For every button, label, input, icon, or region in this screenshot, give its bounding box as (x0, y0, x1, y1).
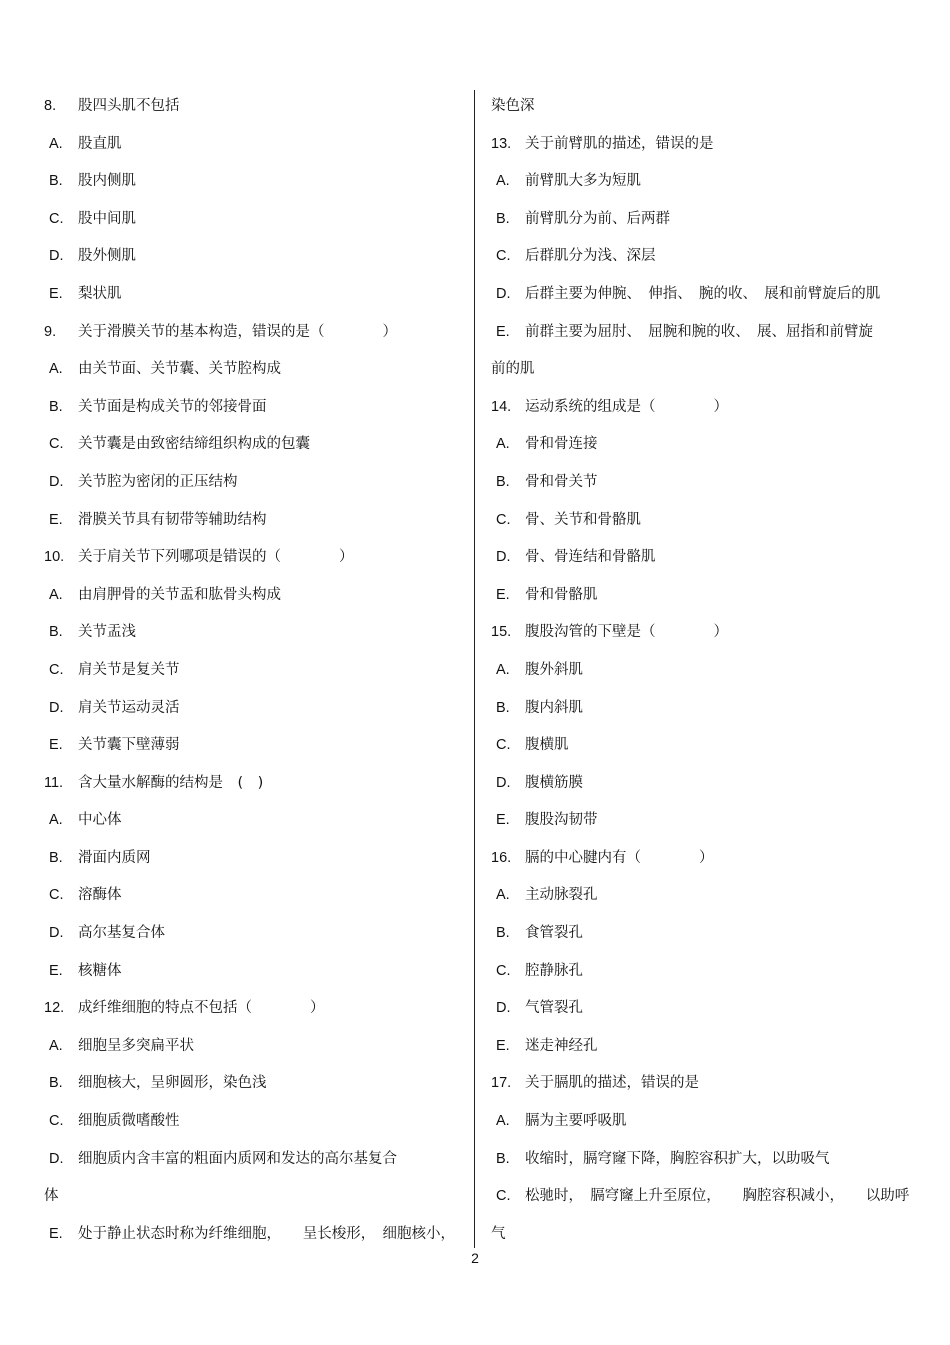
option-text: 关节腔为密闭的正压结构 (78, 473, 238, 490)
option-line (44, 502, 462, 540)
continuation-line (491, 1216, 909, 1254)
option-text: 后群肌分为浅、深层 (525, 248, 656, 265)
option-line (44, 1065, 462, 1103)
option-line (44, 1028, 462, 1066)
option-text: 由关节面、关节囊、关节腔构成 (78, 361, 281, 378)
question-line (44, 314, 462, 352)
question-number: 9. (44, 323, 57, 340)
option-letter: D. (49, 925, 64, 942)
option-text: 迷走神经孔 (525, 1037, 598, 1054)
option-text: 股中间肌 (78, 210, 136, 227)
option-text: 膈为主要呼吸肌 (525, 1113, 627, 1130)
option-letter: A. (49, 361, 63, 378)
question-text: 关于前臂肌的描述，错误的是 (525, 135, 714, 152)
option-letter: B. (49, 1075, 63, 1092)
option-line (491, 990, 909, 1028)
option-letter: C. (49, 436, 64, 453)
option-letter: D. (49, 699, 64, 716)
option-letter: E. (49, 511, 63, 528)
option-letter: E. (49, 962, 63, 979)
option-text: 股直肌 (78, 135, 122, 152)
option-line (44, 727, 462, 765)
option-line (44, 577, 462, 615)
option-letter: A. (49, 812, 63, 829)
option-text: 腹内斜肌 (525, 699, 583, 716)
option-letter: B. (496, 473, 510, 490)
option-line (491, 727, 909, 765)
option-letter: D. (496, 549, 511, 566)
option-line (491, 1178, 909, 1216)
question-text: 股四头肌不包括 (78, 98, 180, 114)
continuation-line (44, 1178, 462, 1216)
question-number: 12. (44, 1000, 65, 1017)
page-number: 2 (471, 1250, 479, 1266)
option-line (44, 652, 462, 690)
option-line (491, 238, 909, 276)
option-text: 后群主要为伸腕、 伸指、 腕的收、 展和前臂旋后的肌 (525, 285, 881, 302)
option-text: 关节囊是由致密结缔组织构成的包囊 (78, 436, 310, 453)
option-text: 关节盂浅 (78, 624, 136, 641)
option-text: 骨、骨连结和骨骼肌 (525, 549, 656, 566)
option-line (491, 1103, 909, 1141)
option-text: 骨和骨连接 (525, 436, 598, 453)
option-text: 肩关节运动灵活 (78, 699, 180, 716)
question-number: 16. (491, 849, 512, 866)
option-line (491, 577, 909, 615)
continuation-line (491, 88, 909, 126)
option-letter: E. (496, 323, 510, 340)
option-text: 腔静脉孔 (525, 962, 583, 979)
option-letter: D. (496, 774, 511, 791)
option-text: 前群主要为屈肘、 屈腕和腕的收、 展、屈指和前臂旋 (525, 323, 873, 340)
question-line (44, 539, 462, 577)
option-line (44, 389, 462, 427)
option-letter: D. (49, 1150, 64, 1167)
option-line (491, 652, 909, 690)
option-text: 滑膜关节具有韧带等辅助结构 (78, 511, 267, 528)
option-text: 肩关节是复关节 (78, 661, 180, 678)
option-letter: B. (49, 849, 63, 866)
option-letter: D. (496, 285, 511, 302)
question-line (491, 614, 909, 652)
option-text: 溶酶体 (78, 887, 122, 904)
option-line (491, 314, 909, 352)
question-line (44, 990, 462, 1028)
option-letter: A. (496, 173, 510, 190)
question-text: 腹股沟管的下壁是（ ） (525, 624, 728, 641)
question-line (44, 88, 462, 126)
option-text: 食管裂孔 (525, 925, 583, 942)
option-letter: C. (49, 1113, 64, 1130)
question-text: 含大量水解酶的结构是 ( ) (78, 774, 264, 791)
option-text: 关节囊下壁薄弱 (78, 737, 180, 754)
right-column (491, 88, 909, 1253)
option-letter: C. (49, 887, 64, 904)
option-text: 前臂肌分为前、后两群 (525, 210, 670, 227)
option-letter: E. (49, 285, 63, 302)
option-text: 股外侧肌 (78, 248, 136, 265)
option-text: 骨和骨关节 (525, 473, 598, 490)
option-letter: C. (496, 1188, 511, 1205)
option-text: 腹横肌 (525, 737, 569, 754)
option-text: 高尔基复合体 (78, 925, 165, 942)
option-line (491, 1141, 909, 1179)
option-text: 股内侧肌 (78, 173, 136, 190)
option-text: 松驰时， 膈穹窿上升至原位， 胸腔容积减小， 以助呼 (525, 1188, 910, 1205)
question-number: 11. (44, 774, 64, 791)
option-letter: D. (49, 248, 64, 265)
option-line (44, 1216, 462, 1254)
option-line (491, 1028, 909, 1066)
question-text: 成纤维细胞的特点不包括（ ） (78, 1000, 325, 1017)
option-text: 骨和骨骼肌 (525, 586, 598, 603)
option-line (44, 276, 462, 314)
option-text: 关节面是构成关节的邻接骨面 (78, 398, 267, 415)
question-line (491, 840, 909, 878)
continuation-line (491, 351, 909, 389)
option-line (491, 877, 909, 915)
option-line (44, 464, 462, 502)
column-divider (474, 90, 475, 1248)
option-letter: A. (49, 135, 63, 152)
option-line (491, 201, 909, 239)
option-text: 腹外斜肌 (525, 661, 583, 678)
option-line (491, 502, 909, 540)
option-text: 前臂肌大多为短肌 (525, 173, 641, 190)
question-number: 8. (44, 98, 57, 114)
option-line (44, 614, 462, 652)
option-letter: B. (496, 699, 510, 716)
question-text: 膈的中心腱内有（ ） (525, 849, 714, 866)
option-text: 腹横筋膜 (525, 774, 583, 791)
option-line (491, 915, 909, 953)
option-line (44, 1141, 462, 1179)
question-number: 17. (491, 1075, 512, 1092)
continuation-text: 气 (491, 1225, 506, 1242)
question-text: 关于滑膜关节的基本构造，错误的是（ ） (78, 323, 397, 340)
option-text: 收缩时，膈穹窿下降，胸腔容积扩大，以助吸气 (525, 1150, 830, 1167)
option-text: 滑面内质网 (78, 849, 151, 866)
continuation-text: 体 (44, 1188, 59, 1205)
option-letter: A. (49, 586, 63, 603)
option-letter: A. (496, 887, 510, 904)
option-line (44, 238, 462, 276)
option-line (44, 1103, 462, 1141)
option-line (491, 539, 909, 577)
option-line (491, 690, 909, 728)
question-line (491, 126, 909, 164)
option-letter: E. (496, 1037, 510, 1054)
option-line (491, 426, 909, 464)
option-letter: B. (49, 624, 63, 641)
option-line (44, 163, 462, 201)
question-text: 运动系统的组成是（ ） (525, 398, 728, 415)
option-text: 中心体 (78, 812, 122, 829)
question-number: 10. (44, 549, 65, 566)
option-line (44, 426, 462, 464)
option-line (491, 464, 909, 502)
option-line (44, 690, 462, 728)
option-line (44, 201, 462, 239)
option-letter: A. (496, 1113, 510, 1130)
option-letter: A. (49, 1037, 63, 1054)
option-letter: E. (49, 1225, 63, 1242)
option-text: 细胞质内含丰富的粗面内质网和发达的高尔基复合 (78, 1150, 397, 1167)
option-line (44, 915, 462, 953)
option-text: 细胞呈多突扁平状 (78, 1037, 194, 1054)
question-line (491, 1065, 909, 1103)
question-number: 14. (491, 398, 512, 415)
option-letter: B. (496, 925, 510, 942)
option-letter: A. (496, 436, 510, 453)
option-letter: C. (49, 661, 64, 678)
question-number: 13. (491, 135, 512, 152)
option-line (44, 126, 462, 164)
option-letter: E. (496, 812, 510, 829)
option-letter: B. (496, 1150, 510, 1167)
option-letter: E. (49, 737, 63, 754)
option-line (44, 802, 462, 840)
option-text: 细胞质微嗜酸性 (78, 1113, 180, 1130)
question-line (44, 765, 462, 803)
question-text: 关于膈肌的描述，错误的是 (525, 1075, 699, 1092)
option-text: 气管裂孔 (525, 1000, 583, 1017)
option-line (44, 953, 462, 991)
option-letter: B. (496, 210, 510, 227)
option-text: 骨、关节和骨骼肌 (525, 511, 641, 528)
option-line (44, 351, 462, 389)
option-line (491, 802, 909, 840)
option-letter: C. (496, 248, 511, 265)
question-line (491, 389, 909, 427)
question-text: 关于肩关节下列哪项是错误的（ ） (78, 549, 354, 566)
option-text: 腹股沟韧带 (525, 812, 598, 829)
option-text: 核糖体 (78, 962, 122, 979)
option-letter: D. (496, 1000, 511, 1017)
option-letter: C. (49, 210, 64, 227)
option-letter: E. (496, 586, 510, 603)
option-letter: B. (49, 173, 63, 190)
option-letter: B. (49, 398, 63, 415)
option-text: 梨状肌 (78, 285, 122, 302)
continuation-text: 染色深 (491, 98, 535, 114)
option-text: 细胞核大，呈卵圆形，染色浅 (78, 1075, 267, 1092)
option-letter: C. (496, 962, 511, 979)
left-column (44, 88, 462, 1253)
continuation-text: 前的肌 (491, 361, 535, 378)
option-text: 由肩胛骨的关节盂和肱骨头构成 (78, 586, 281, 603)
option-line (44, 877, 462, 915)
option-text: 处于静止状态时称为纤维细胞， 呈长梭形， 细胞核小， (78, 1225, 455, 1242)
option-line (44, 840, 462, 878)
option-line (491, 953, 909, 991)
option-line (491, 276, 909, 314)
option-line (491, 765, 909, 803)
question-number: 15. (491, 624, 512, 641)
option-letter: C. (496, 511, 511, 528)
option-line (491, 163, 909, 201)
option-letter: A. (496, 661, 510, 678)
option-text: 主动脉裂孔 (525, 887, 598, 904)
option-letter: C. (496, 737, 511, 754)
option-letter: D. (49, 473, 64, 490)
